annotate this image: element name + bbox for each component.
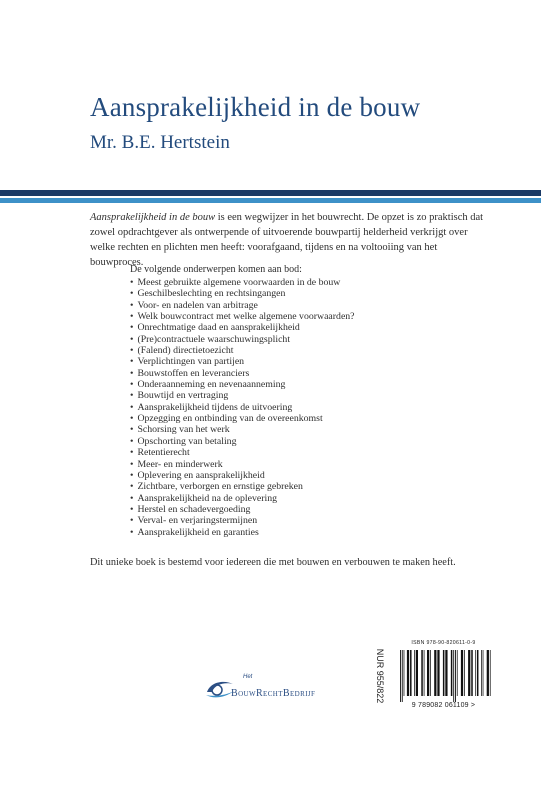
barcode-bar (477, 650, 479, 696)
barcode-bar (400, 650, 401, 702)
topic-item: • Welk bouwcontract met welke algemene voorwaarden? (130, 311, 355, 322)
barcode-bar (407, 650, 409, 696)
barcode-bar (455, 650, 456, 702)
barcode-bar (416, 650, 418, 696)
barcode-bar (464, 650, 465, 696)
barcode-digits: 9 789082 061109 > (411, 702, 476, 709)
barcode-bar (402, 650, 403, 702)
barcode-bar (410, 650, 412, 696)
topic-item: • Meest gebruikte algemene voorwaarden in de bouw (130, 277, 355, 288)
barcode-bar (457, 650, 458, 696)
book-author: Mr. B.E. Hertstein (90, 132, 230, 153)
barcode-bar (427, 650, 429, 696)
barcode-bar (421, 650, 423, 696)
intro-paragraph (90, 210, 485, 270)
intro-italic-title: Aansprakelijkheid in de bouw (90, 212, 216, 223)
topic-item: • Aansprakelijkheid na de oplevering (130, 493, 355, 504)
topic-item: • Retentierecht (130, 447, 355, 458)
barcode-bar (404, 650, 405, 696)
topic-item: • Meer- en minderwerk (130, 459, 355, 470)
barcode-bars (396, 650, 491, 702)
barcode-bar (487, 650, 489, 696)
barcode-bar (451, 650, 453, 696)
barcode-bar (430, 650, 431, 696)
topics-heading: De volgende onderwerpen komen aan bod: (130, 264, 302, 275)
topic-item: • Opzegging en ontbinding van de overeenkomst (130, 413, 355, 424)
barcode-bar (468, 650, 470, 696)
topics-list (130, 277, 355, 538)
topic-item: • Aansprakelijkheid en garanties (130, 527, 355, 538)
topic-item: • Onrechtmatige daad en aansprakelijkheid (130, 322, 355, 333)
intro-text: is een wegwijzer in het bouwrecht. De opzet is zo praktisch dat zowel opdrachtgever als ontwerpende of uitvoerende bouwpartij helderheid verkrijgt over welke rechten en plichten men heeft: voorafgaand, tijdens en na voltooiing van het bouwproces. (90, 212, 484, 268)
topic-item: • Voor- en nadelen van arbitrage (130, 300, 355, 311)
topic-item: • Verval- en verjaringstermijnen (130, 515, 355, 526)
barcode-bar (490, 650, 491, 696)
barcode-bar (414, 650, 415, 696)
barcode-bar (424, 650, 425, 696)
topic-item: • Geschilbeslechting en rechtsingangen (130, 288, 355, 299)
publisher-logo (203, 674, 316, 701)
barcode-bar (483, 650, 484, 696)
nur-code (374, 642, 386, 712)
topic-item: • Schorsing van het werk (130, 424, 355, 435)
topic-item: • Bouwstoffen en leveranciers (130, 368, 355, 379)
light-blue-stripe (0, 198, 541, 203)
barcode-bar (453, 650, 454, 702)
topic-item: • Verplichtingen van partijen (130, 356, 355, 367)
barcode-bar (437, 650, 439, 696)
barcode-bar (443, 650, 445, 696)
topic-item: • Zichtbare, verborgen en ernstige gebreken (130, 481, 355, 492)
barcode-bar (445, 650, 447, 696)
barcode-bar (461, 650, 463, 696)
isbn-text: ISBN 978-90-820611-0-9 (411, 640, 476, 646)
publisher-name: BouwRechtBedrijf (231, 688, 316, 699)
topic-item: • Aansprakelijkheid tijdens de uitvoering (130, 402, 355, 413)
nur-code-text: NUR 955/822 (375, 648, 385, 704)
topic-item: • Herstel en schadevergoeding (130, 504, 355, 515)
barcode-bar (475, 650, 476, 696)
topic-item: • (Pre)contractuele waarschuwingsplicht (130, 334, 355, 345)
barcode-bar (481, 650, 482, 696)
barcode-bar (434, 650, 436, 696)
book-title: Aansprakelijkheid in de bouw (90, 92, 421, 122)
topic-item: • Opschorting van betaling (130, 436, 355, 447)
topic-item: • Oplevering en aansprakelijkheid (130, 470, 355, 481)
barcode-bar (471, 650, 473, 696)
publisher-prefix: Het (243, 674, 253, 680)
topic-item: • Onderaanneming en nevenaanneming (130, 379, 355, 390)
isbn-barcode (396, 640, 491, 712)
topic-item: • (Falend) directietoezicht (130, 345, 355, 356)
topic-item: • Bouwtijd en vertraging (130, 390, 355, 401)
closing-text: Dit unieke boek is bestemd voor iedereen die met bouwen en verbouwen te maken heeft. (90, 557, 456, 568)
